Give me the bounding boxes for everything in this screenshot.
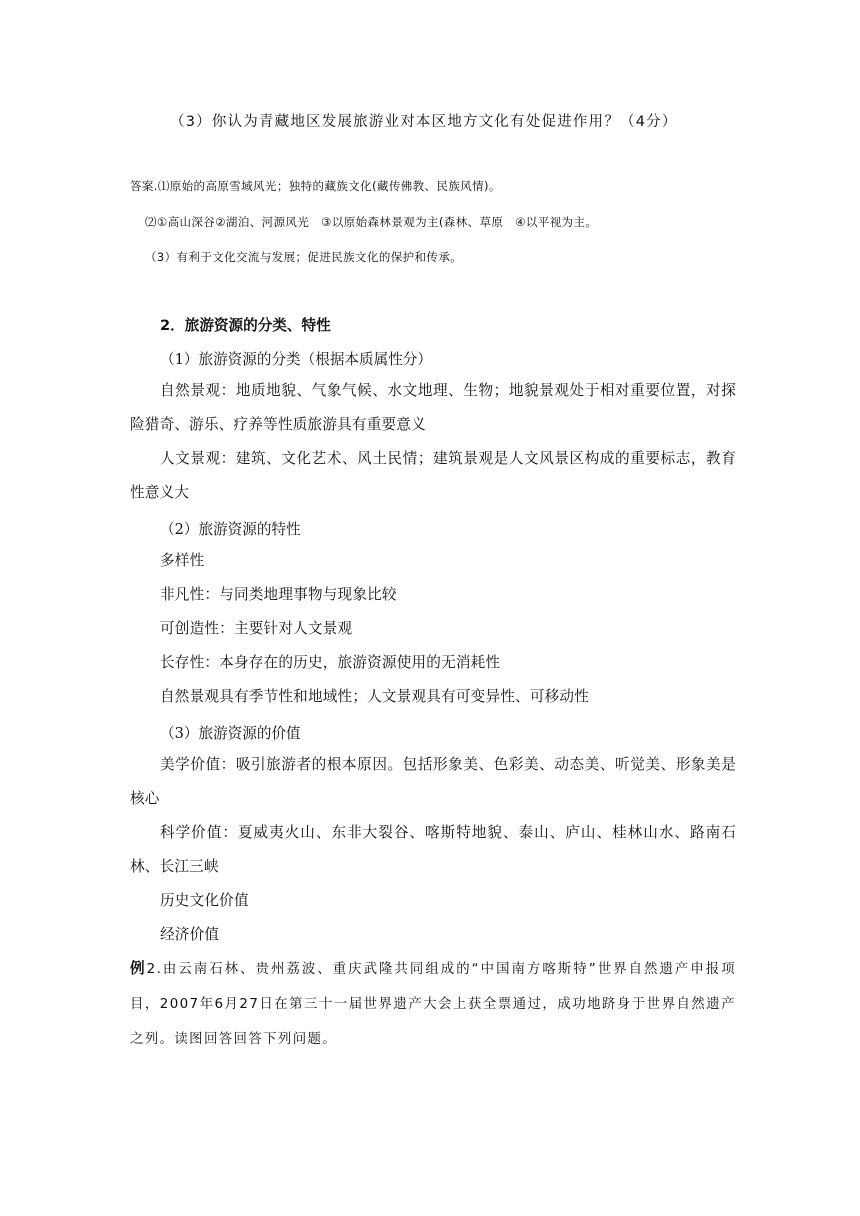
feature-lasting: 长存性：本身存在的历史，旅游资源使用的无消耗性 xyxy=(160,654,501,671)
value-title: （3）旅游资源的价值 xyxy=(160,725,301,742)
question-3: （3）你认为青藏地区发展旅游业对本区地方文化有处促进作用？（4分） xyxy=(170,114,678,130)
example-text: 由云南石林、贵州荔波、重庆武隆共同组成的“中国南方喀斯特”世界自然遗产申报项目，2007年6月27日在第三十一届世界遗产大会上获全票通过，成功地跻身于世界自然遗产之列。读图回答回答下列问题。 xyxy=(130,962,737,1047)
example-number: 2. xyxy=(146,962,163,977)
answer-line-1: 答案.⑴原始的高原雪域风光；独特的藏族文化(藏传佛教、民族风情)。 xyxy=(130,179,501,193)
answer-line-3: （3）有利于文化交流与发展；促进民族文化的保护和传承。 xyxy=(145,250,463,264)
feature-creative: 可创造性：主要针对人文景观 xyxy=(160,620,353,637)
value-economy: 经济价值 xyxy=(160,926,220,943)
natural-landscape-paragraph: 自然景观：地质地貌、气象气候、水文地理、生物；地貌景观处于相对重要位置，对探险猎奇、游乐、疗养等性质旅游具有重要意义 xyxy=(130,382,736,433)
value-science: 科学价值：夏威夷火山、东非大裂谷、喀斯特地貌、泰山、庐山、桂林山水、路南石林、长江三峡 xyxy=(130,824,736,875)
answer-line-2: ⑵①高山深谷②湖泊、河源风光 ③以原始森林景观为主(森林、草原 ④以平视为主。 xyxy=(145,215,598,229)
feature-uncommon: 非凡性：与同类地理事物与现象比较 xyxy=(160,586,397,603)
example-2-paragraph xyxy=(130,951,736,1057)
value-history: 历史文化价值 xyxy=(160,892,249,909)
value-aesthetic: 美学价值：吸引旅游者的根本原因。包括形象美、色彩美、动态美、听觉美、形象美是核心 xyxy=(130,756,736,807)
cultural-landscape-paragraph: 人文景观：建筑、文化艺术、风土民情；建筑景观是人文风景区构成的重要标志，教育性意义大 xyxy=(130,450,736,501)
features-title: （2）旅游资源的特性 xyxy=(160,521,301,538)
classification-title: （1）旅游资源的分类（根据本质属性分） xyxy=(160,351,432,368)
feature-season: 自然景观具有季节性和地域性；人文景观具有可变异性、可移动性 xyxy=(160,688,590,705)
example-label: 例 xyxy=(130,960,147,977)
section-heading: 2．旅游资源的分类、特性 xyxy=(160,317,331,334)
feature-diversity: 多样性 xyxy=(160,552,205,569)
